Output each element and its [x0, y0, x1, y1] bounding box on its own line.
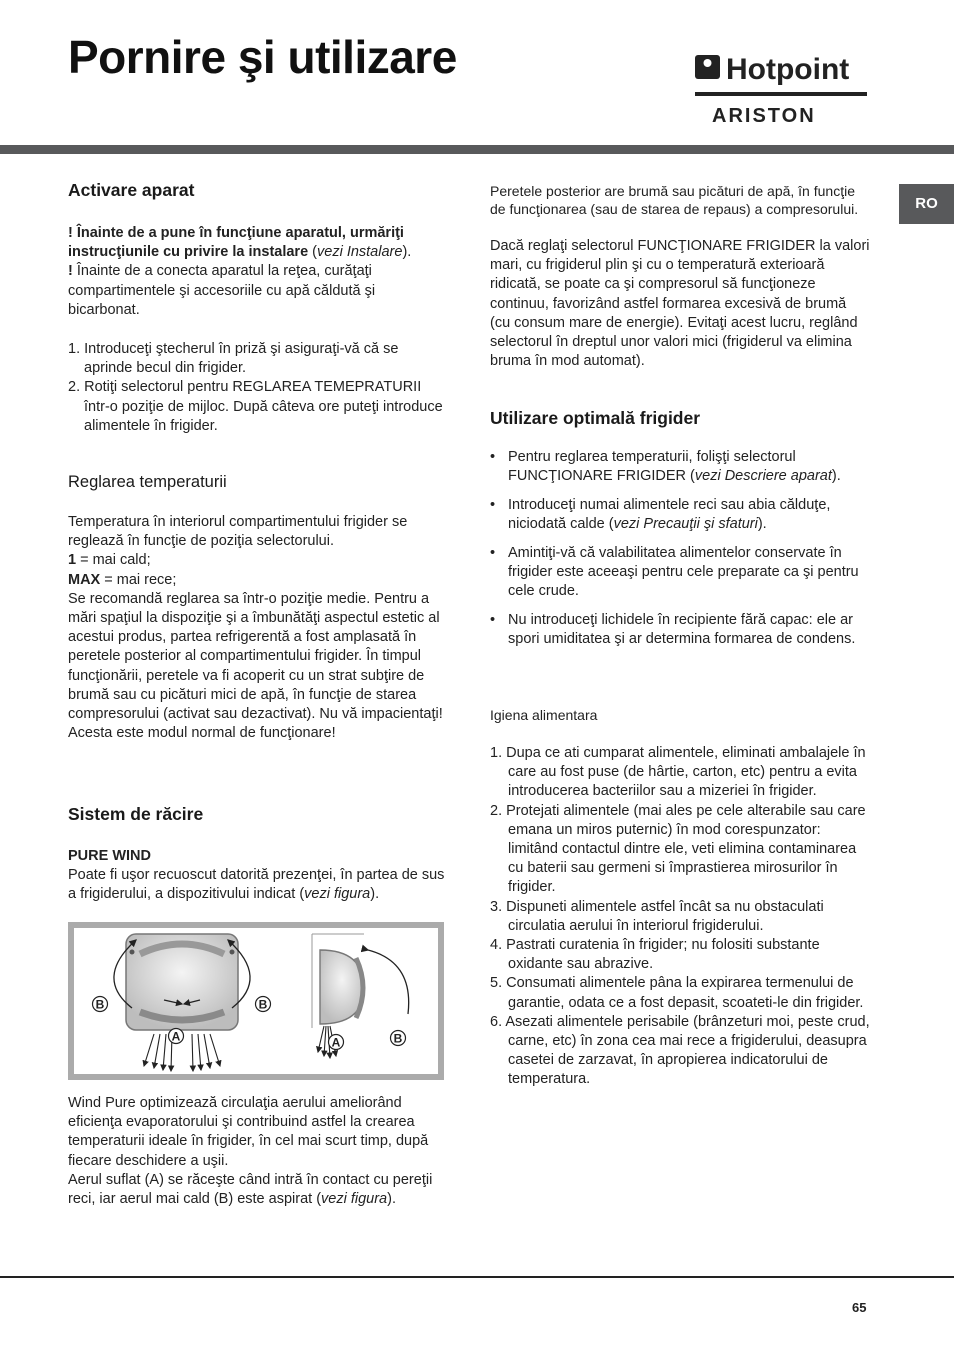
list-item: 1. Introduceţi ştecherul în priză şi asiguraţi-vă că se aprinde becul din frigider. [68, 341, 399, 377]
brand-logo [694, 52, 869, 126]
paren-close: ). [402, 244, 412, 261]
list-item: • Amintiţi-vă că valabilitatea alimentelor conservate în frigider este aceeaşi pentru cele preparate ca şi pentru cele crude. [490, 544, 868, 602]
label-b-side: B [393, 1031, 403, 1046]
header-divider [0, 145, 954, 154]
paren-open: ( [308, 244, 317, 261]
label-b-right: B [258, 997, 268, 1012]
bullet-text: Introduceţi numai alimentele reci sau abia călduţe, niciodată calde ( [508, 496, 831, 533]
racire-heading: Sistem de răcire [68, 804, 204, 824]
label-a-left: A [171, 1029, 181, 1044]
list-item: 5. Consumati alimentele pâna la expirarea termenului de garantie, odata ce a fost depasit, scoateti-le din frigider. [490, 975, 864, 1011]
ref-figura: vezi figura [304, 886, 371, 903]
warning-install-bold: ! Înainte de a pune în funcţiune aparatul, urmăriţi instrucţiunile cu privire la instalare [68, 225, 404, 261]
ref-descriere: vezi Descriere aparat [694, 468, 832, 485]
bullet-end: ). [831, 468, 841, 485]
logo-sub: ARISTON [712, 105, 816, 126]
warning-install [68, 224, 446, 262]
footer-divider [0, 1276, 954, 1278]
language-tab: RO [899, 184, 954, 224]
setting-one-text: = mai cald; [76, 552, 151, 569]
ref-precautii: vezi Precauţii şi sfaturi [613, 516, 758, 533]
pure-wind-text-b: ). [370, 886, 380, 903]
reglarea-heading: Reglarea temperaturii [68, 473, 227, 491]
figure-panel [74, 928, 438, 1074]
warning-clean-text: Înainte de a conecta aparatul la reţea, curăţaţi compartimentele şi accesoriile cu apă căldută şi bicarbonat. [68, 263, 376, 318]
ref-figura-2: vezi figura [321, 1191, 388, 1208]
list-item: 1. Dupa ce ati cumparat alimentele, eliminati ambalajele în care au fost puse (de hârtie, carton, etc) pentru a evita introducerea bacteriilor sau a mizeriei în frigider. [490, 745, 866, 800]
label-a-right: A [331, 1035, 341, 1050]
page-title: Pornire şi utilizare [68, 31, 457, 83]
setting-max-label: MAX [68, 571, 101, 588]
label-b-left: B [95, 997, 105, 1012]
list-item [490, 496, 868, 534]
wind-pure-desc: Wind Pure optimizează circulaţia aerului ameliorând eficienţa evaporatorului şi contribuind astfel la crearea temperaturii ideale în frigider, în cel mai scurt timp, după fiecare deschidere a uşii. [68, 1095, 429, 1169]
list-item: 2. Protejati alimentele (mai ales pe cele alterabile sau care emana un miros puternic) în mod corespunzator: limitând contactul dintre ele, veti elimina contaminarea cu baterii sau germeni si împrastierea mirosurilor în frigider. [490, 802, 866, 896]
ref-instalare: vezi Instalare [317, 244, 403, 261]
pure-wind-label: PURE WIND [68, 848, 151, 864]
list-item: • Nu introduceţi lichidele în recipiente fără capac: ele ar spori umiditatea şi ar determina formarea de condens. [490, 611, 868, 649]
reglarea-rest: Se recomandă reglarea sa într-o poziţie medie. Pentru a mări spaţiul la dispoziţie şi a îmbunătăţi aspectul estetic al acestui produs, partea refrigerentă a fost amplasată în peretele posterior al compartimentului frigider. În timpul funcţionării, peretele va fi acoperit cu un strat subţire de brumă sau cu picături mici de apă, în funcţie de starea compresorului (activat sau dezactivat). Nu vă impacientaţi! Acesta este modul normal de funcţionare! [68, 590, 443, 742]
setting-max [68, 571, 446, 590]
logo-brand: Hotpoint [726, 53, 850, 86]
optimala-heading: Utilizare optimală frigider [490, 408, 701, 428]
warning-mark: ! [68, 263, 73, 280]
setting-one [68, 551, 446, 570]
list-item [490, 448, 868, 486]
air-flow-desc [68, 1171, 446, 1209]
activare-heading: Activare aparat [68, 180, 195, 200]
list-item: 4. Pastrati curatenia în frigider; nu folositi substante oxidante sau abrazive. [490, 937, 820, 973]
igiena-heading: Igiena alimentara [490, 707, 598, 723]
reglarea-intro: Temperatura în interiorul compartimentului frigider se reglează în funcţie de poziţia selectorului. [68, 514, 408, 550]
pure-wind-figure [68, 922, 444, 1080]
brume-para2: Dacă reglaţi selectorul FUNCŢIONARE FRIGIDER la valori mari, cu frigiderul plin şi cu o temperatură exterioară ridicată, se poate ca şi compresorul să funcţioneze continuu, favorizând astfel formarea excesivă de brumă (cu consum mare de energie). Evitaţi acest lucru, reglând selectorul în dreptul unor valori mici (frigiderul va elimina bruma în mod automat). [490, 238, 870, 370]
reglarea-body [68, 513, 446, 743]
page-number: 65 [852, 1300, 867, 1315]
list-item: 2. Rotiţi selectorul pentru REGLAREA TEMEPRATURII într-o poziţie de mijloc. După câteva ore puteţi introduce alimentele în frigider. [68, 379, 443, 434]
setting-max-text: = mai rece; [100, 571, 177, 588]
air-flow-text: Aerul suflat (A) se răceşte când intră în contact cu pereţii reci, iar aerul mai cald (B) este aspirat ( [68, 1171, 433, 1208]
setting-one-label: 1 [68, 552, 77, 569]
list-item: 6. Asezati alimentele perisabile (brânzeturi moi, peste crud, carne, etc) în zona cea mai rece a frigiderului, deasupra casetei de zarzavat, în apropierea indicatorului de temperatura. [490, 1013, 870, 1088]
warning-clean [68, 262, 446, 320]
activare-warnings [68, 224, 446, 320]
racire-after [68, 1094, 446, 1209]
pure-wind-text [68, 866, 446, 904]
air-flow-end: ). [387, 1191, 396, 1208]
bullet-end: ). [757, 516, 767, 533]
brume-para1: Peretele posterior are brumă sau picături de apă, în funcţie de funcţionarea (sau de starea de repaus) a compresorului. [490, 183, 859, 217]
igiena-list [490, 744, 870, 1090]
racire-body [68, 847, 446, 905]
pure-wind-text-a: Poate fi uşor recuoscut datorită prezenţei, în partea de sus a frigiderului, a dispozitivului indicat ( [68, 867, 445, 903]
optimala-list [490, 448, 868, 659]
activare-steps [68, 340, 448, 436]
bullet-text: Pentru reglarea temperaturii, folişţi selectorul FUNCŢIONARE FRIGIDER ( [508, 449, 796, 485]
list-item: 3. Dispuneti alimentele astfel încât sa nu obstaculati circulatia aerului în interiorul frigiderului. [490, 898, 824, 934]
